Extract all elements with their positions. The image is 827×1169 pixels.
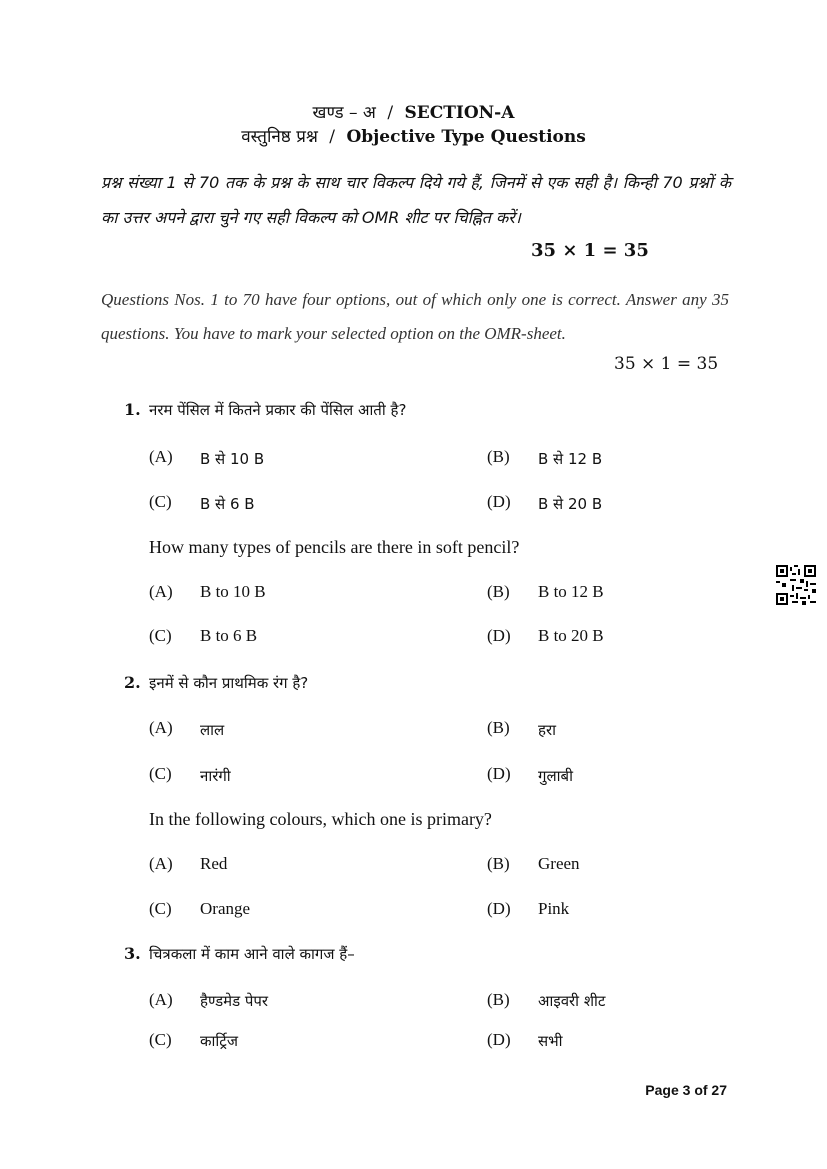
- option-label: (D): [487, 492, 511, 511]
- current-page: 3: [682, 1082, 691, 1098]
- instructions-english-marks: 35 × 1 = 35: [614, 354, 719, 374]
- subtitle-hindi: वस्तुनिष्ठ प्रश्न: [241, 127, 318, 147]
- instructions-hindi-marks: 35 × 1 = 35: [531, 240, 649, 261]
- option-text: गुलाबी: [538, 767, 573, 785]
- question-text-english: In the following colours, which one is primary?: [149, 809, 492, 829]
- section-title-hindi: खण्ड – अ: [312, 103, 376, 123]
- option-label: (C): [149, 899, 172, 918]
- question-number: 1.: [124, 400, 141, 419]
- option-text: Green: [538, 854, 580, 873]
- page-word: Page: [645, 1082, 679, 1098]
- option-label: (D): [487, 764, 511, 783]
- option-text: B से 6 B: [200, 495, 255, 513]
- option-text: B से 10 B: [200, 450, 265, 468]
- option-label: (D): [487, 1030, 511, 1049]
- option-text: B से 20 B: [538, 495, 603, 513]
- option-label: (C): [149, 1030, 172, 1049]
- instructions-english: [101, 283, 729, 351]
- option-label: (B): [487, 990, 510, 1009]
- question-number: 2.: [124, 673, 141, 692]
- option-text: B to 12 B: [538, 582, 604, 601]
- option-label: (C): [149, 764, 172, 783]
- option-label: (D): [487, 626, 511, 645]
- qr-code-icon: [776, 565, 816, 605]
- question-text-hindi: इनमें से कौन प्राथमिक रंग है?: [149, 674, 309, 692]
- page-number: [645, 1082, 727, 1098]
- option-text: B to 6 B: [200, 626, 258, 645]
- title-separator: /: [387, 103, 394, 123]
- option-label: (D): [487, 899, 511, 918]
- of-word: of: [694, 1082, 708, 1098]
- option-label: (B): [487, 447, 510, 466]
- question-text-hindi: नरम पेंसिल में कितने प्रकार की पेंसिल आती है?: [149, 401, 407, 419]
- option-label: (B): [487, 854, 510, 873]
- question-text-english: How many types of pencils are there in soft pencil?: [149, 537, 520, 557]
- option-text: Pink: [538, 899, 570, 918]
- option-label: (A): [149, 582, 173, 601]
- option-text: कार्ट्रिज: [200, 1032, 238, 1050]
- option-label: (B): [487, 582, 510, 601]
- option-text: लाल: [200, 721, 225, 739]
- option-text: नारंगी: [200, 767, 231, 785]
- option-label: (A): [149, 718, 173, 737]
- option-label: (B): [487, 718, 510, 737]
- option-label: (C): [149, 492, 172, 511]
- section-title-english: SECTION-A: [404, 103, 515, 123]
- option-text: Red: [200, 854, 228, 873]
- option-label: (A): [149, 990, 173, 1009]
- section-title: [0, 100, 827, 123]
- option-text: हरा: [538, 721, 556, 739]
- option-text: Orange: [200, 899, 251, 918]
- instructions-hindi-text: प्रश्न संख्या 1 से 70 तक के प्रश्न के साथ चार विकल्प दिये गये हैं, जिनमें से एक सही है। किन्ही 70 प्रश्नों के का उत्तर अपने द्वारा चुने गए सही विकल्प को OMR शीट पर चिह्नित करें।: [101, 173, 731, 227]
- section-subtitle: [0, 124, 827, 147]
- question-number: 3.: [124, 944, 141, 963]
- option-label: (A): [149, 854, 173, 873]
- option-label: (C): [149, 626, 172, 645]
- total-pages: 27: [711, 1082, 727, 1098]
- option-text: B to 10 B: [200, 582, 266, 601]
- option-text: सभी: [538, 1032, 563, 1050]
- option-text: हैण्डमेड पेपर: [200, 992, 269, 1010]
- option-text: B से 12 B: [538, 450, 603, 468]
- instructions-english-text: Questions Nos. 1 to 70 have four options, out of which only one is correct. Answer any 35 questions. You have to mark your selected option on the OMR-sheet.: [101, 290, 729, 343]
- option-text: B to 20 B: [538, 626, 604, 645]
- subtitle-separator: /: [329, 127, 336, 147]
- question-text-hindi: चित्रकला में काम आने वाले कागज हैं–: [149, 945, 355, 963]
- subtitle-english: Objective Type Questions: [346, 127, 586, 147]
- instructions-hindi: [101, 165, 731, 235]
- option-text: आइवरी शीट: [538, 992, 606, 1010]
- option-label: (A): [149, 447, 173, 466]
